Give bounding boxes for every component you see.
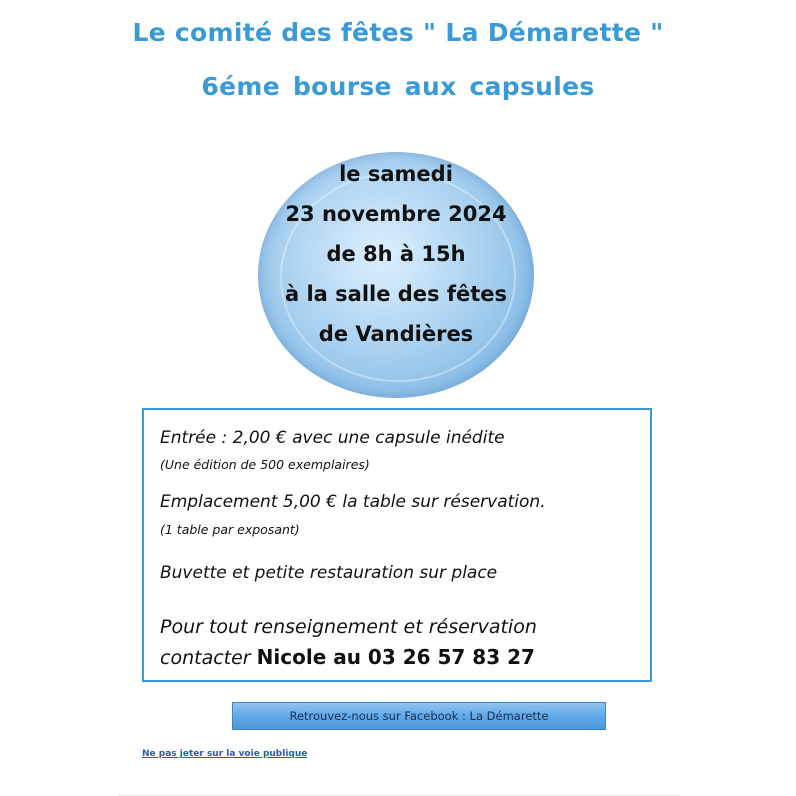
stand-price: Emplacement 5,00 € la table sur réservation.: [160, 492, 546, 512]
event-day: le samedi: [339, 162, 453, 186]
contact-details: [160, 645, 535, 669]
event-date: 23 novembre 2024: [285, 202, 507, 226]
stand-note: (1 table par exposant): [160, 522, 300, 537]
footer-note: Ne pas jeter sur la voie publique: [142, 749, 308, 759]
entry-price: Entrée : 2,00 € avec une capsule inédite: [160, 428, 505, 448]
contact-name-phone: Nicole au 03 26 57 83 27: [256, 645, 535, 669]
facebook-banner[interactable]: Retrouvez-nous sur Facebook : La Démarette: [232, 702, 606, 730]
entry-note: (Une édition de 500 exemplaires): [160, 457, 370, 472]
event-hours: de 8h à 15h: [326, 242, 466, 266]
page-title: Le comité des fêtes " La Démarette ": [132, 18, 664, 47]
food-info: Buvette et petite restauration sur place: [160, 563, 498, 583]
contact-line: Pour tout renseignement et réservation: [160, 616, 537, 638]
page-subtitle: 6éme bourse aux capsules: [201, 72, 595, 101]
event-venue: à la salle des fêtes: [284, 282, 508, 306]
contact-prefix: contacter: [160, 647, 257, 669]
info-box: [142, 408, 652, 682]
event-town: de Vandières: [318, 322, 474, 346]
